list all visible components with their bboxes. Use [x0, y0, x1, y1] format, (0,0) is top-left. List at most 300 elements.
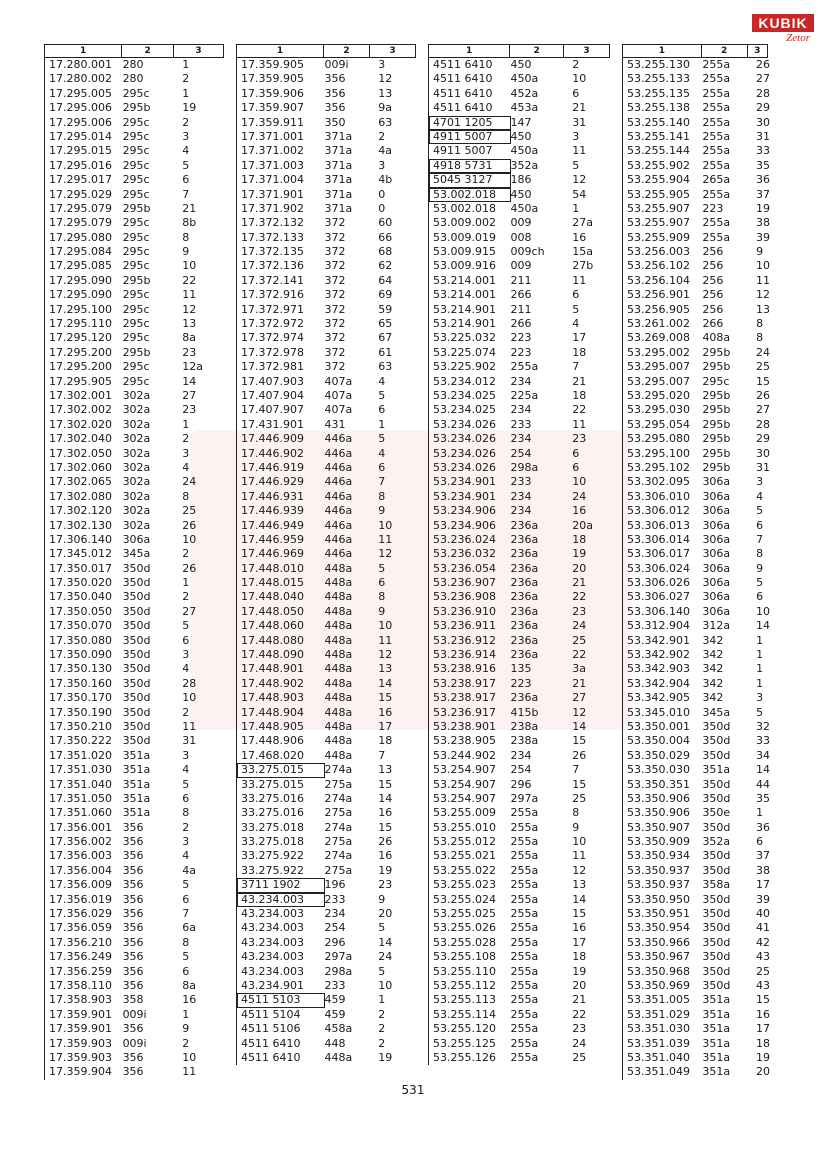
position-ref: 26 — [756, 388, 770, 402]
figure-ref: 448a — [324, 748, 353, 762]
table-row — [429, 331, 610, 345]
position-ref: 19 — [756, 201, 770, 215]
part-number: 53.306.012 — [627, 504, 690, 518]
column-rows — [236, 58, 416, 1065]
position-ref: 21 — [572, 993, 587, 1007]
figure-ref: 448a — [324, 676, 353, 690]
part-number: 53.234.901 — [433, 475, 496, 489]
part-number: 53.295.007 — [627, 360, 690, 374]
table-row — [429, 216, 610, 230]
table-row — [429, 346, 610, 360]
position-ref: 38 — [756, 863, 770, 877]
position-ref: 68 — [378, 245, 393, 259]
figure-ref: 295c — [122, 360, 150, 374]
position-ref: 26 — [378, 835, 393, 849]
part-number: 17.350.020 — [49, 576, 112, 590]
figure-ref: 234 — [510, 403, 532, 417]
position-ref: 10 — [182, 259, 197, 273]
part-number: 17.295.100 — [49, 302, 112, 316]
table-row — [623, 533, 768, 547]
figure-ref: 350d — [122, 633, 151, 647]
table-row — [237, 245, 416, 259]
figure-ref: 236a — [510, 633, 539, 647]
part-number: 53.009.915 — [433, 245, 496, 259]
part-number: 53.255.009 — [433, 806, 496, 820]
position-ref: 7 — [378, 475, 386, 489]
part-number: 4911 5007 — [433, 144, 493, 158]
table-row — [237, 849, 416, 863]
figure-ref: 255a — [702, 230, 731, 244]
position-ref: 9 — [756, 245, 764, 259]
figure-ref: 295b — [702, 460, 731, 474]
table-row — [623, 576, 768, 590]
figure-ref: 350d — [702, 921, 731, 935]
part-number: 53.312.904 — [627, 619, 690, 633]
part-number: 17.448.903 — [241, 691, 304, 705]
part-number: 53.238.916 — [433, 662, 496, 676]
header-cell-1: 1 — [44, 45, 121, 57]
table-row — [45, 849, 224, 863]
table-row — [623, 375, 768, 389]
table-row — [429, 993, 610, 1007]
figure-ref: 356 — [122, 849, 144, 863]
position-ref: 10 — [378, 619, 393, 633]
table-row — [45, 360, 224, 374]
table-row — [45, 159, 224, 173]
table-row — [237, 346, 416, 360]
position-ref: 8 — [378, 489, 386, 503]
position-ref: 69 — [378, 288, 393, 302]
table-row — [623, 216, 768, 230]
figure-ref: 356 — [122, 950, 144, 964]
position-ref: 13 — [756, 302, 770, 316]
table-row — [429, 188, 610, 202]
part-number: 17.407.904 — [241, 388, 304, 402]
position-ref: 11 — [182, 288, 197, 302]
table-row — [623, 950, 768, 964]
table-row — [429, 605, 610, 619]
position-ref: 10 — [572, 835, 587, 849]
figure-ref: 356 — [122, 979, 144, 992]
part-number: 17.448.905 — [241, 719, 304, 733]
position-ref: 10 — [572, 475, 587, 489]
part-number: 5045 3127 — [429, 173, 511, 187]
table-row — [623, 188, 768, 202]
position-ref: 18 — [572, 345, 587, 359]
figure-ref: 255a — [510, 835, 539, 849]
figure-ref: 295c — [122, 86, 150, 100]
table-row — [237, 490, 416, 504]
figure-ref: 274a — [324, 791, 353, 805]
figure-ref: 295c — [122, 173, 150, 187]
part-number: 33.275.015 — [241, 777, 304, 791]
part-number: 17.371.902 — [241, 201, 304, 215]
table-row — [623, 490, 768, 504]
position-ref: 9 — [182, 1022, 190, 1036]
part-number: 17.302.001 — [49, 388, 112, 402]
table-row — [429, 490, 610, 504]
table-row — [429, 547, 610, 561]
figure-ref: 356 — [324, 86, 346, 100]
position-ref: 8 — [756, 547, 764, 561]
position-ref: 38 — [756, 216, 770, 230]
part-number: 53.351.030 — [627, 1022, 690, 1036]
part-number: 53.306.017 — [627, 547, 690, 561]
figure-ref: 255a — [510, 1050, 539, 1064]
table-row — [623, 662, 768, 676]
part-number: 53.350.937 — [627, 863, 690, 877]
part-number: 17.302.040 — [49, 432, 112, 446]
position-ref: 2 — [378, 1022, 386, 1036]
table-row — [45, 547, 224, 561]
table-row — [623, 58, 768, 72]
table-row — [623, 331, 768, 345]
figure-ref: 302a — [122, 489, 151, 503]
figure-ref: 233 — [510, 475, 532, 489]
position-ref: 12 — [756, 288, 770, 302]
table-row — [237, 375, 416, 389]
figure-ref: 234 — [510, 432, 532, 446]
part-number: 53.238.901 — [433, 719, 496, 733]
figure-ref: 236a — [510, 590, 539, 604]
part-number: 17.295.017 — [49, 173, 112, 187]
table-row — [429, 173, 610, 187]
part-number: 53.225.074 — [433, 345, 496, 359]
figure-ref: 356 — [122, 964, 144, 978]
figure-ref: 351a — [702, 993, 731, 1007]
part-number: 17.448.060 — [241, 619, 304, 633]
table-row — [237, 461, 416, 475]
table-column-3 — [428, 44, 610, 1065]
position-ref: 10 — [572, 72, 587, 86]
table-row — [623, 677, 768, 691]
table-row — [623, 763, 768, 777]
table-row — [429, 878, 610, 892]
part-number: 17.407.907 — [241, 403, 304, 417]
table-row — [237, 58, 416, 72]
position-ref: 14 — [756, 619, 770, 633]
figure-ref: 266 — [702, 317, 724, 331]
position-ref: 12 — [378, 648, 393, 662]
table-row — [237, 691, 416, 705]
position-ref: 22 — [572, 648, 587, 662]
part-number: 17.448.901 — [241, 662, 304, 676]
position-ref: 9 — [756, 561, 764, 575]
figure-ref: 295c — [122, 245, 150, 259]
figure-ref: 372 — [324, 360, 346, 374]
position-ref: 15 — [378, 820, 393, 834]
position-ref: 15a — [572, 245, 593, 259]
table-row — [237, 259, 416, 273]
table-row — [45, 778, 224, 792]
part-number: 53.255.130 — [627, 58, 690, 71]
part-number: 17.372.978 — [241, 345, 304, 359]
figure-ref: 295c — [122, 288, 150, 302]
figure-ref: 356 — [122, 892, 144, 906]
figure-ref: 306a — [702, 489, 731, 503]
part-number: 17.359.907 — [241, 101, 304, 115]
part-number: 4511 5103 — [237, 993, 325, 1007]
figure-ref: 448a — [324, 633, 353, 647]
table-row — [429, 691, 610, 705]
table-row — [237, 144, 416, 158]
figure-ref: 431 — [324, 417, 346, 431]
figure-ref: 295c — [122, 144, 150, 158]
figure-ref: 372 — [324, 230, 346, 244]
part-number: 17.295.029 — [49, 187, 112, 201]
position-ref: 3 — [182, 648, 190, 662]
table-row — [429, 303, 610, 317]
position-ref: 8b — [182, 216, 197, 230]
part-number: 17.371.004 — [241, 173, 304, 187]
figure-ref: 254 — [324, 921, 346, 935]
table-row — [429, 375, 610, 389]
figure-ref: 352a — [510, 158, 539, 172]
figure-ref: 295c — [122, 259, 150, 273]
part-number: 17.356.249 — [49, 950, 112, 964]
header-cell-3: 3 — [173, 45, 224, 57]
position-ref: 23 — [572, 604, 587, 618]
position-ref: 3 — [756, 475, 764, 489]
part-number: 53.302.095 — [627, 475, 690, 489]
part-number: 53.306.010 — [627, 489, 690, 503]
part-number: 53.234.026 — [433, 446, 496, 460]
part-number: 53.350.937 — [627, 878, 690, 892]
position-ref: 11 — [572, 144, 587, 158]
header-cell-3: 3 — [563, 45, 610, 57]
table-row — [45, 101, 224, 115]
part-number: 53.295.007 — [627, 374, 690, 388]
position-ref: 2 — [182, 72, 190, 86]
part-number: 53.256.102 — [627, 259, 690, 273]
part-number: 53.350.968 — [627, 964, 690, 978]
table-row — [45, 317, 224, 331]
table-row — [237, 432, 416, 446]
part-number: 17.356.029 — [49, 907, 112, 921]
part-number: 17.295.120 — [49, 331, 112, 345]
part-number: 17.295.110 — [49, 317, 112, 331]
figure-ref: 448a — [324, 734, 353, 748]
part-number: 17.302.080 — [49, 489, 112, 503]
part-number: 53.306.024 — [627, 561, 690, 575]
part-number: 53.255.120 — [433, 1022, 496, 1036]
figure-ref: 306a — [702, 547, 731, 561]
figure-ref: 350d — [122, 691, 151, 705]
position-ref: 17 — [378, 719, 393, 733]
figure-ref: 236a — [510, 547, 539, 561]
figure-ref: 351a — [122, 748, 151, 762]
table-row — [623, 979, 768, 993]
column-header — [44, 44, 224, 58]
table-row — [237, 662, 416, 676]
figure-ref: 306a — [702, 604, 731, 618]
figure-ref: 295b — [122, 345, 151, 359]
table-row — [237, 677, 416, 691]
table-row — [237, 878, 416, 892]
part-number: 53.225.032 — [433, 331, 496, 345]
position-ref: 16 — [378, 806, 393, 820]
part-number: 53.342.905 — [627, 691, 690, 705]
table-row — [429, 461, 610, 475]
figure-ref: 280 — [122, 72, 144, 86]
position-ref: 27 — [182, 388, 197, 402]
position-ref: 63 — [378, 360, 393, 374]
part-number: 53.255.108 — [433, 950, 496, 964]
part-number: 53.254.907 — [433, 777, 496, 791]
table-row — [623, 360, 768, 374]
position-ref: 12 — [378, 72, 393, 86]
part-number: 17.372.141 — [241, 273, 304, 287]
column-header — [428, 44, 610, 58]
figure-ref: 274a — [324, 763, 353, 777]
position-ref: 10 — [182, 691, 197, 705]
position-ref: 2 — [182, 1036, 190, 1050]
part-number: 53.350.966 — [627, 935, 690, 949]
part-number: 17.448.015 — [241, 576, 304, 590]
position-ref: 9 — [182, 245, 190, 259]
table-row — [429, 1008, 610, 1022]
position-ref: 4a — [182, 863, 196, 877]
position-ref: 11 — [182, 719, 197, 733]
position-ref: 1 — [182, 86, 190, 100]
figure-ref: 295c — [122, 230, 150, 244]
position-ref: 44 — [756, 777, 770, 791]
position-ref: 6a — [182, 921, 196, 935]
figure-ref: 372 — [324, 288, 346, 302]
table-row — [429, 835, 610, 849]
part-number: 53.255.905 — [627, 187, 690, 201]
position-ref: 40 — [756, 907, 770, 921]
part-number: 53.214.001 — [433, 273, 496, 287]
position-ref: 5 — [756, 504, 764, 518]
position-ref: 31 — [756, 460, 770, 474]
position-ref: 2 — [182, 590, 190, 604]
figure-ref: 350d — [702, 791, 731, 805]
table-row — [45, 763, 224, 777]
table-row — [237, 993, 416, 1007]
position-ref: 15 — [756, 374, 770, 388]
figure-ref: 255a — [510, 820, 539, 834]
table-row — [429, 965, 610, 979]
table-row — [237, 475, 416, 489]
part-number: 53.350.967 — [627, 950, 690, 964]
figure-ref: 234 — [510, 504, 532, 518]
position-ref: 17 — [572, 331, 587, 345]
position-ref: 23 — [182, 345, 197, 359]
position-ref: 3 — [572, 129, 580, 143]
header-cell-1: 1 — [236, 45, 323, 57]
figure-ref: 254 — [510, 763, 532, 777]
position-ref: 4 — [182, 662, 190, 676]
position-ref: 3 — [182, 748, 190, 762]
position-ref: 3 — [182, 129, 190, 143]
table-row — [429, 821, 610, 835]
table-row — [429, 778, 610, 792]
table-row — [623, 475, 768, 489]
figure-ref: 233 — [510, 417, 532, 431]
table-row — [45, 720, 224, 734]
position-ref: 10 — [378, 518, 393, 532]
part-number: 17.350.090 — [49, 648, 112, 662]
figure-ref: 448a — [324, 719, 353, 733]
figure-ref: 350 — [324, 115, 346, 129]
table-row — [429, 159, 610, 173]
part-number: 17.446.929 — [241, 475, 304, 489]
position-ref: 11 — [182, 1065, 197, 1079]
table-row — [623, 101, 768, 115]
position-ref: 5 — [182, 619, 190, 633]
table-row — [623, 447, 768, 461]
figure-ref: 446a — [324, 504, 353, 518]
part-number: 53.350.029 — [627, 748, 690, 762]
part-number: 53.351.039 — [627, 1036, 690, 1050]
table-row — [45, 691, 224, 705]
table-row — [623, 893, 768, 907]
figure-ref: 255a — [702, 115, 731, 129]
position-ref: 21 — [572, 101, 587, 115]
figure-ref: 295b — [122, 273, 151, 287]
table-row — [429, 864, 610, 878]
position-ref: 34 — [756, 748, 770, 762]
part-number: 53.351.049 — [627, 1065, 690, 1079]
table-row — [623, 849, 768, 863]
table-row — [237, 893, 416, 907]
figure-ref: 302a — [122, 388, 151, 402]
figure-ref: 446a — [324, 460, 353, 474]
part-number: 53.350.909 — [627, 835, 690, 849]
part-number: 53.269.008 — [627, 331, 690, 345]
table-row — [623, 605, 768, 619]
position-ref: 8 — [756, 317, 764, 331]
part-number: 17.372.133 — [241, 230, 304, 244]
position-ref: 7 — [756, 532, 764, 546]
part-number: 53.255.907 — [627, 201, 690, 215]
table-row — [237, 231, 416, 245]
figure-ref: 350d — [702, 719, 731, 733]
figure-ref: 255a — [510, 806, 539, 820]
part-number: 53.256.905 — [627, 302, 690, 316]
figure-ref: 255a — [702, 86, 731, 100]
table-row — [429, 87, 610, 101]
part-number: 17.356.004 — [49, 863, 112, 877]
position-ref: 27 — [182, 604, 197, 618]
figure-ref: 351a — [702, 763, 731, 777]
figure-ref: 450a — [510, 72, 539, 86]
table-row — [45, 864, 224, 878]
position-ref: 4 — [182, 144, 190, 158]
position-ref: 28 — [182, 676, 197, 690]
part-number: 53.350.954 — [627, 921, 690, 935]
position-ref: 15 — [572, 734, 587, 748]
table-row — [623, 720, 768, 734]
figure-ref: 255a — [510, 907, 539, 921]
figure-ref: 223 — [510, 676, 532, 690]
table-row — [45, 188, 224, 202]
table-row — [45, 1037, 224, 1051]
table-row — [45, 144, 224, 158]
position-ref: 8 — [378, 590, 386, 604]
figure-ref: 350d — [122, 648, 151, 662]
position-ref: 67 — [378, 331, 393, 345]
position-ref: 6 — [756, 518, 764, 532]
table-row — [429, 519, 610, 533]
part-number: 53.255.138 — [627, 101, 690, 115]
figure-ref: 295b — [702, 417, 731, 431]
position-ref: 11 — [378, 633, 393, 647]
table-row — [237, 778, 416, 792]
table-row — [45, 893, 224, 907]
position-ref: 30 — [756, 446, 770, 460]
